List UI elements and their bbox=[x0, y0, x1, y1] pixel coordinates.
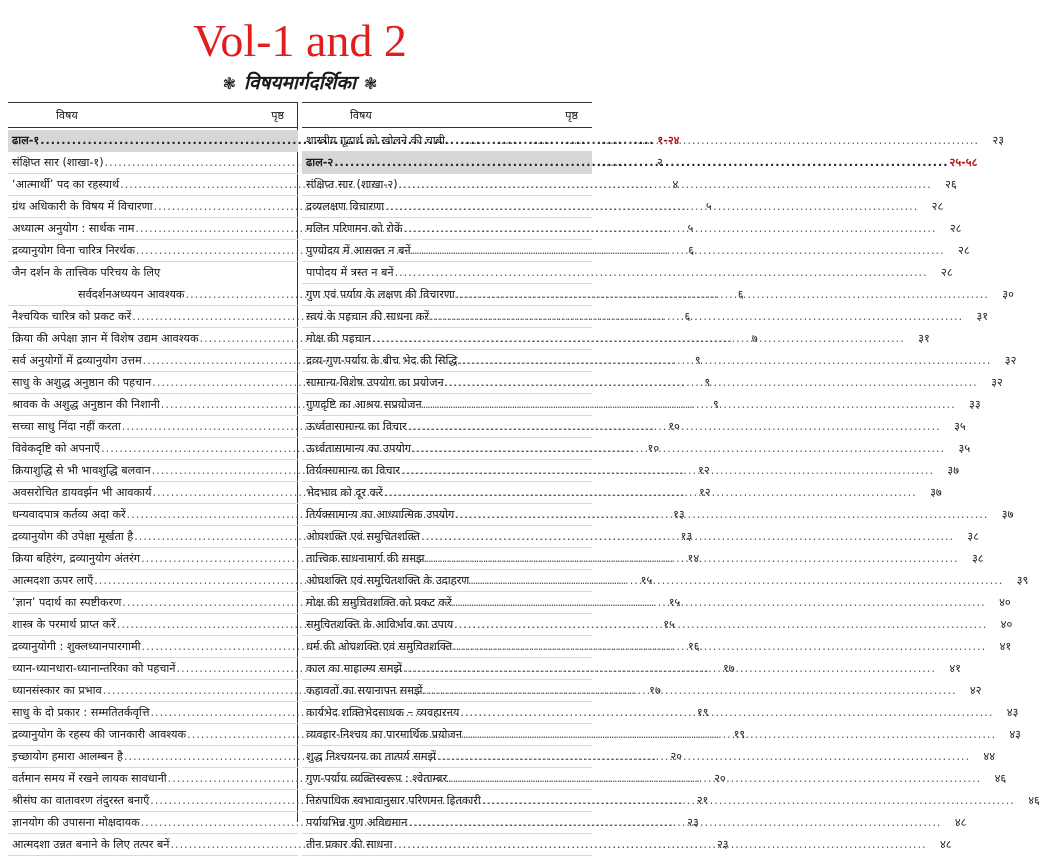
page-number: ५ bbox=[687, 221, 694, 235]
page-number: १५ bbox=[663, 617, 675, 631]
toc-entry bbox=[302, 372, 1003, 394]
page-number: १९ bbox=[696, 705, 709, 719]
entry-title: द्रव्य-गुण-पर्याय के बीच भेद की सिद्धि bbox=[306, 353, 458, 367]
page-number: ३७ bbox=[930, 485, 942, 499]
dot-leader bbox=[462, 724, 997, 746]
column-header bbox=[8, 102, 298, 128]
page-number: ४३ bbox=[1006, 705, 1019, 719]
entry-title: आत्मदशा उन्नत बनाने के लिए तत्पर बनें bbox=[12, 837, 170, 851]
toc-subtitle bbox=[0, 70, 600, 97]
toc-entry bbox=[302, 394, 981, 416]
dot-leader bbox=[457, 350, 992, 372]
entry-title: गुण एवं पर्याय के लक्षण की विचारणा bbox=[306, 287, 455, 301]
page-number: ६ bbox=[737, 287, 744, 301]
dot-leader bbox=[420, 526, 955, 548]
dot-leader bbox=[394, 262, 929, 284]
page-number: २ bbox=[656, 155, 663, 169]
dot-leader bbox=[459, 702, 994, 724]
entry-title: जैन दर्शन के तात्त्विक परिचय के लिए bbox=[12, 266, 161, 279]
dot-leader bbox=[452, 592, 987, 614]
entry-title: श्रावक के अशुद्ध अनुष्ठान की निशानी bbox=[12, 397, 160, 411]
entry-title: द्रव्यानुयोग के रहस्य की जानकारी आवश्यक bbox=[12, 727, 187, 741]
toc-heading: विषयमार्गदर्शिका bbox=[244, 72, 356, 94]
dot-leader bbox=[422, 680, 957, 702]
entry-title: सर्वदर्शनअध्ययन आवश्यक bbox=[78, 287, 185, 301]
entry-title: द्रव्यानुयोगी : शुक्लध्यानपारगामी bbox=[12, 639, 141, 653]
entry-title: ज्ञानयोग की उपासना मोक्षदायक bbox=[12, 815, 140, 829]
dot-leader bbox=[398, 174, 933, 196]
toc-entry bbox=[302, 262, 953, 284]
page-number: ३९ bbox=[1016, 573, 1029, 587]
page-number: १३ bbox=[673, 507, 685, 521]
entry-title: आत्मदशा ऊपर लाएँ bbox=[12, 573, 94, 587]
page-number: १० bbox=[647, 441, 660, 455]
dot-leader bbox=[407, 416, 942, 438]
page-number: २८ bbox=[958, 243, 970, 257]
entry-title: क्रिया बहिरंग, द्रव्यानुयोग अंतरंग bbox=[12, 551, 141, 565]
dot-leader bbox=[453, 614, 988, 636]
dot-leader bbox=[407, 812, 942, 834]
dot-leader bbox=[436, 746, 971, 768]
page-number: १२ bbox=[698, 463, 710, 477]
entry-title: शुद्ध निश्चयनय का तात्पर्य समझें bbox=[306, 749, 436, 763]
toc-entry bbox=[8, 262, 298, 284]
page-number: १-२४ bbox=[657, 133, 680, 147]
page-number: ३२ bbox=[991, 375, 1003, 389]
entry-title: व्यवहार-निश्चय का पारमार्थिक प्रयोजन bbox=[306, 727, 462, 741]
entry-title: द्रव्यानुयोग विना चारित्र निरर्थक bbox=[12, 243, 136, 257]
toc-entry bbox=[302, 174, 957, 196]
dot-leader bbox=[447, 768, 982, 790]
toc-entry bbox=[302, 328, 930, 350]
page-number: २० bbox=[670, 749, 682, 763]
entry-title: वर्तमान समय में रखने लायक सावधानी bbox=[12, 771, 167, 785]
flower-ornament-icon: ❃ bbox=[363, 74, 378, 93]
entry-title: ओघशक्ति एवं समुचितशक्ति के उदाहरण bbox=[306, 573, 470, 587]
dot-leader bbox=[469, 570, 1004, 592]
entry-title: साधु के अशुद्ध अनुष्ठान की पहचान bbox=[12, 375, 152, 389]
toc-entry bbox=[302, 218, 962, 240]
dot-leader bbox=[455, 284, 990, 306]
page-number: ४२ bbox=[969, 683, 982, 697]
entry-title: मोक्ष की समुचितशक्ति को प्रकट करें bbox=[306, 595, 452, 609]
page-number: ३८ bbox=[967, 529, 980, 543]
page-number: ४८ bbox=[939, 837, 952, 851]
entry-title: तिर्यक्सामान्य का विचार bbox=[306, 463, 400, 477]
entry-title: सामान्य-विशेष उपयोग का प्रयोजन bbox=[306, 375, 444, 389]
page-number: ४६ bbox=[994, 771, 1007, 785]
entry-title: ध्यानसंस्कार का प्रभाव bbox=[12, 683, 102, 697]
dot-leader bbox=[445, 130, 980, 152]
page-number: ९ bbox=[704, 375, 711, 389]
entry-title: शास्त्र के परमार्थ प्राप्त करें bbox=[12, 617, 116, 631]
entry-title: पर्यायभिन्न गुण अविद्यमान bbox=[306, 815, 408, 829]
entry-title: धर्म की ओघशक्ति एवं समुचितशक्ति bbox=[306, 639, 453, 653]
dot-leader bbox=[400, 460, 935, 482]
entry-title: मलिन परिणमन को रोकें bbox=[306, 221, 403, 235]
page-number: २३ bbox=[687, 815, 699, 829]
header-subject: विषय bbox=[56, 108, 78, 122]
column-header bbox=[302, 102, 592, 128]
page-number: १७ bbox=[722, 661, 735, 675]
entry-title: काल का माहात्म्य समझें bbox=[306, 661, 402, 675]
header-page: पृष्ठ bbox=[565, 108, 578, 122]
entry-title: ग्रंथ अधिकारी के विषय में विचारणा bbox=[12, 199, 153, 213]
page-number: २८ bbox=[941, 265, 953, 279]
page-number: २५-५८ bbox=[949, 155, 978, 169]
entry-title: ढाल-२ bbox=[306, 155, 334, 169]
entry-title: क्रियाशुद्धि से भी भावशुद्धि बलवान bbox=[12, 463, 151, 477]
page-number: ३७ bbox=[947, 463, 960, 477]
entry-title: इच्छायोग हमारा आलम्बन है bbox=[12, 749, 123, 763]
dot-leader bbox=[444, 372, 979, 394]
entry-title: ‘ज्ञान’ पदार्थ का स्पष्टीकरण bbox=[12, 595, 122, 609]
entry-title: संक्षिप्त सार (शाखा-१) bbox=[12, 155, 104, 169]
entry-title: द्रव्यानुयोग की उपेक्षा मूर्खता है bbox=[12, 529, 134, 543]
entry-title: श्रीसंघ का वातावरण तंदुरस्त बनाएँ bbox=[12, 793, 150, 807]
page-number: ३० bbox=[1002, 287, 1014, 301]
entry-title: ध्यान-ध्यानधारा-ध्यानान्तरिका को पहचानें bbox=[12, 661, 176, 675]
entry-title: निरुपाधिक स्वभावानुसार परिणमन हितकारी bbox=[306, 793, 481, 807]
page-number: १० bbox=[668, 419, 680, 433]
dot-leader bbox=[411, 438, 946, 460]
page-number: ३१ bbox=[976, 309, 989, 323]
toc-entry bbox=[302, 240, 970, 262]
dot-leader bbox=[454, 504, 989, 526]
dot-leader bbox=[452, 636, 987, 658]
page-number: ४३ bbox=[1009, 727, 1021, 741]
entry-title: कहावतों का सयानापन समझें bbox=[306, 683, 423, 697]
page-number: १६ bbox=[687, 639, 700, 653]
page-number: ९ bbox=[694, 353, 701, 367]
entry-title: सच्चा साधु निंदा नहीं करता bbox=[12, 419, 121, 433]
dot-leader bbox=[383, 482, 918, 504]
page-number: ४६ bbox=[1028, 793, 1040, 807]
entry-title: पुण्योदय में आसक्त न बनें bbox=[306, 243, 411, 257]
page-number: २३ bbox=[992, 133, 1005, 147]
entry-title: ऊर्ध्वतासामान्य का उपयोग bbox=[306, 441, 412, 455]
dot-leader bbox=[333, 152, 949, 174]
page-number: ४० bbox=[999, 595, 1011, 609]
entry-title: तात्त्विक साधनामार्ग की समझ bbox=[306, 551, 425, 565]
toc-entry bbox=[302, 350, 1017, 372]
entry-title: द्रव्यलक्षण विचारणा bbox=[306, 199, 385, 213]
page-number: ४८ bbox=[954, 815, 967, 829]
page-number: ६ bbox=[684, 309, 691, 323]
page-number: २० bbox=[714, 771, 726, 785]
entry-title: कार्यभेद शक्तिभेदसाधक – व्यवहारनय bbox=[306, 705, 460, 719]
flower-ornament-icon: ❃ bbox=[222, 74, 237, 93]
entry-title: क्रिया की अपेक्षा ज्ञान में विशेष उद्यम आवश्यक bbox=[12, 331, 199, 345]
entry-title: नैश्चयिक चारित्र को प्रकट करें bbox=[12, 309, 132, 323]
entry-title: स्वयं के पहचान की साधना करें bbox=[306, 309, 430, 323]
page-number: ४० bbox=[1000, 617, 1013, 631]
entry-title: संक्षिप्त सार (शाखा-२) bbox=[306, 177, 398, 191]
dot-leader bbox=[411, 240, 946, 262]
entry-title: ऊर्ध्वतासामान्य का विचार bbox=[306, 419, 407, 433]
toc-entry bbox=[302, 284, 1014, 306]
entry-title: गुण-पर्याय व्यक्तिस्वरूप : श्वेताम्बर bbox=[306, 771, 448, 785]
dot-leader bbox=[384, 196, 919, 218]
entry-title: समुचितशक्ति के आविर्भाव का उपाय bbox=[306, 617, 454, 631]
page-number: ३५ bbox=[958, 441, 971, 455]
page-number: १५ bbox=[668, 595, 681, 609]
page-number: १७ bbox=[649, 683, 661, 697]
page-number: ४१ bbox=[949, 661, 961, 675]
page-number: २६ bbox=[945, 177, 957, 191]
page-number: ७ bbox=[751, 331, 758, 345]
dot-leader bbox=[393, 834, 928, 856]
page-number: १२ bbox=[698, 485, 711, 499]
entry-title: पापोदय में त्रस्त न बनें bbox=[306, 265, 394, 279]
page-number: ६ bbox=[688, 243, 695, 257]
page-number: ३१ bbox=[918, 331, 930, 345]
entry-title: साधु के दो प्रकार : सम्मतितर्कवृत्ति bbox=[12, 705, 150, 719]
dot-leader bbox=[402, 218, 937, 240]
page-number: २८ bbox=[949, 221, 962, 235]
page-number: १३ bbox=[680, 529, 693, 543]
page-title: Vol-1 and 2 bbox=[193, 15, 407, 66]
entry-title: शास्त्रीय गूढार्थ को खोलने की चाबी bbox=[306, 133, 445, 147]
page-number: ३३ bbox=[969, 397, 981, 411]
header-page: पृष्ठ bbox=[271, 108, 284, 122]
page-number: ४४ bbox=[983, 749, 996, 763]
entry-title: तीन प्रकार की साधना bbox=[306, 837, 393, 851]
entry-title: विवेकदृष्टि को अपनाएँ bbox=[12, 441, 101, 455]
header-subject: विषय bbox=[350, 108, 372, 122]
entry-title: अवसरोचित डायवर्झन भी आवकार्य bbox=[12, 485, 152, 499]
dot-leader bbox=[422, 394, 957, 416]
page-number: ५ bbox=[705, 199, 712, 213]
dot-leader bbox=[425, 548, 960, 570]
page-number: ३७ bbox=[1001, 507, 1014, 521]
entry-title: सर्व अनुयोगों में द्रव्यानुयोग उत्तम bbox=[12, 353, 142, 367]
entry-title: भेदभाव को दूर करें bbox=[306, 485, 383, 499]
page-number: ३५ bbox=[954, 419, 966, 433]
page-number: १९ bbox=[733, 727, 746, 741]
entry-title: तिर्यक्सामान्य का आध्यात्मिक उपयोग bbox=[306, 507, 455, 521]
entry-title: ओघशक्ति एवं समुचितशक्ति bbox=[306, 529, 420, 543]
page-number: २३ bbox=[716, 837, 729, 851]
dot-leader bbox=[481, 790, 1016, 812]
entry-title: गुणदृष्टि का आश्रय सप्रयोजन bbox=[306, 397, 422, 411]
entry-title: धन्यवादपात्र कर्तव्य अदा करें bbox=[12, 507, 126, 521]
page-number: ९ bbox=[713, 397, 719, 411]
dot-leader bbox=[402, 658, 937, 680]
page-number: ३२ bbox=[1004, 353, 1017, 367]
page-number: ४ bbox=[672, 177, 679, 191]
page-number: ३८ bbox=[971, 551, 984, 565]
entry-title: ढाल-१ bbox=[12, 133, 40, 147]
page-number: २१ bbox=[696, 793, 709, 807]
dot-leader bbox=[371, 328, 906, 350]
dot-leader bbox=[429, 306, 964, 328]
page-number: २८ bbox=[931, 199, 944, 213]
page-number: १४ bbox=[687, 551, 700, 565]
toc-entry bbox=[302, 196, 944, 218]
entry-title: मोक्ष की पहचान bbox=[306, 331, 371, 345]
toc-entry bbox=[302, 306, 989, 328]
page-number: १५ bbox=[640, 573, 653, 587]
entry-title: ‘आत्मार्थी’ पद का रहस्यार्थ bbox=[12, 177, 120, 191]
page-number: ४१ bbox=[999, 639, 1012, 653]
section-heading-row bbox=[302, 152, 978, 174]
entry-title: अध्यात्म अनुयोग : सार्थक नाम bbox=[12, 221, 135, 235]
